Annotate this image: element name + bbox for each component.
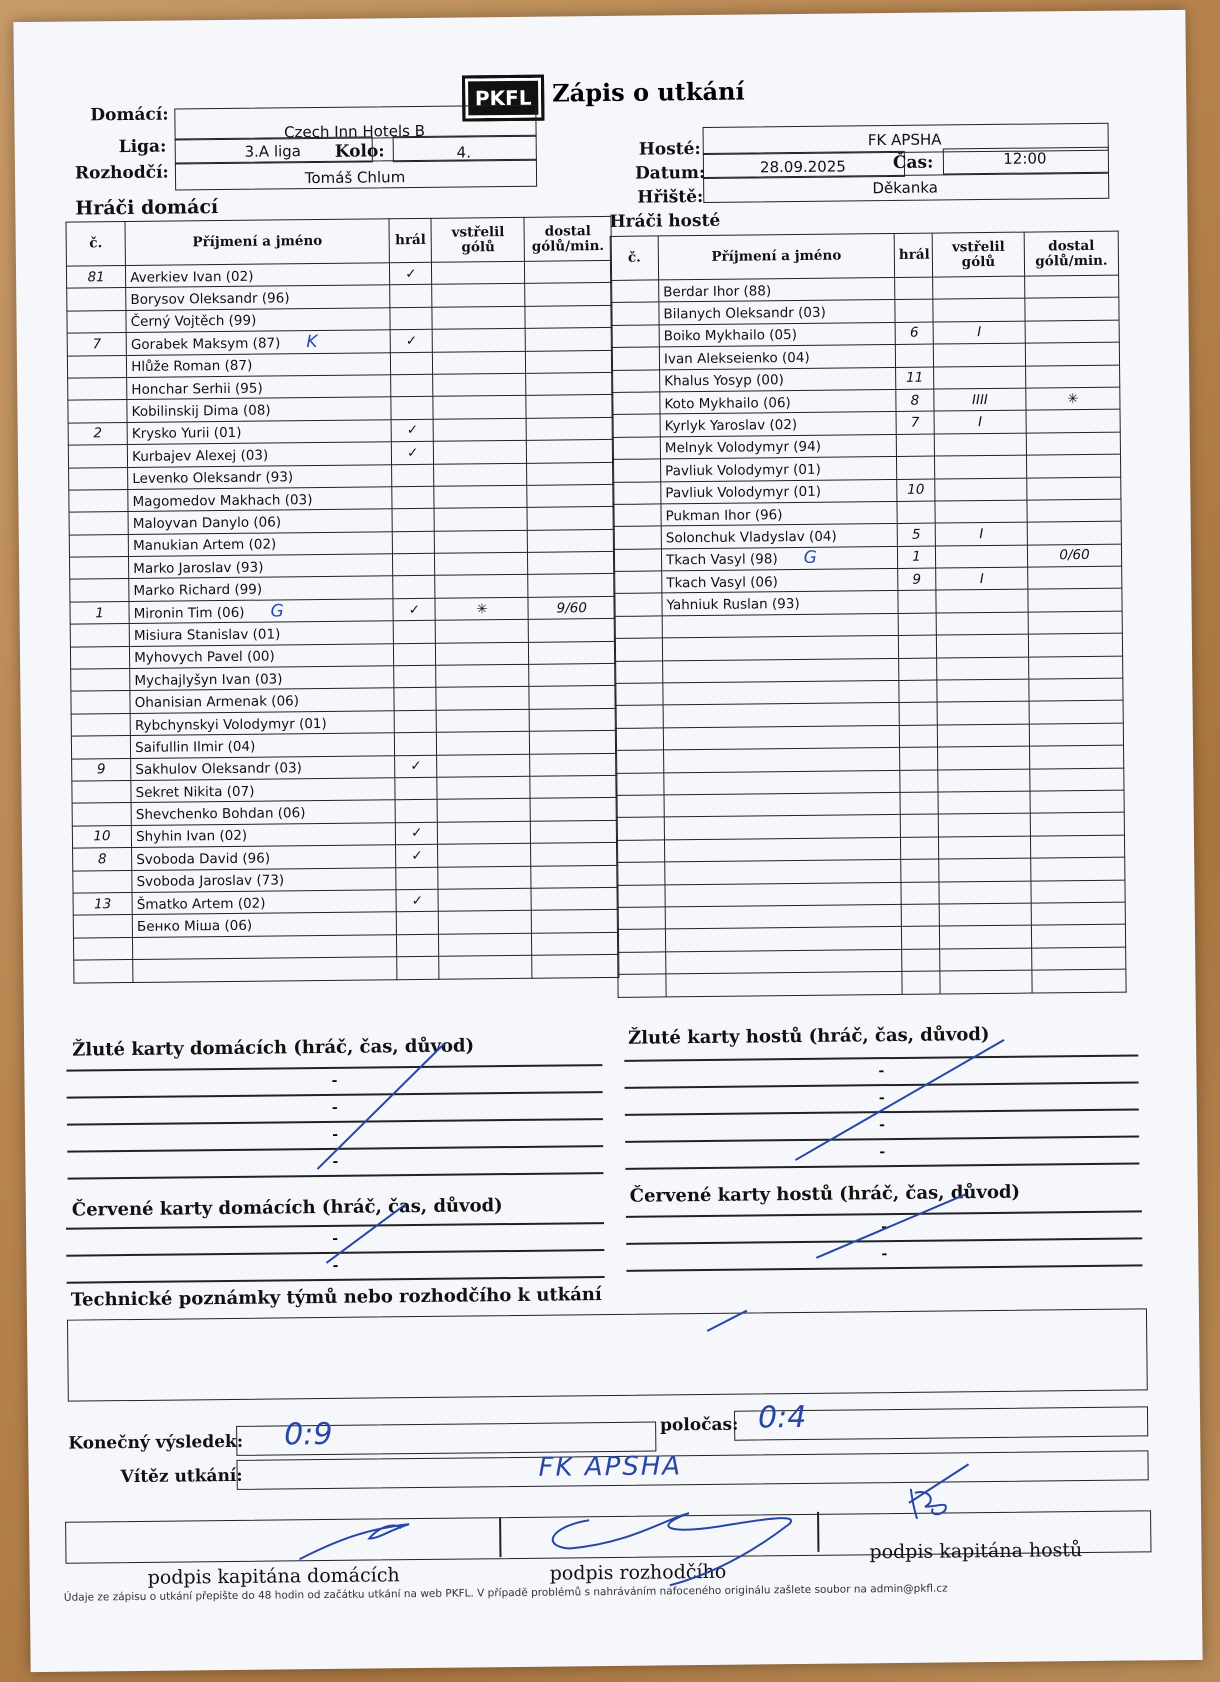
player-number: 81 — [66, 266, 125, 289]
field-label: Hřiště: — [637, 186, 704, 208]
player-name-text: Ohanisian Armenak (06) — [134, 693, 300, 712]
yellow-cards-home-heading: Žluté karty domácích (hráč, čas, důvod) — [72, 1035, 475, 1061]
played-mark: 1 — [897, 546, 935, 569]
played-mark: ✓ — [396, 889, 438, 912]
player-name-text: Pavliuk Volodymyr (01) — [665, 483, 822, 502]
player-name-text: Ivan Alekseienko (04) — [663, 349, 810, 368]
played-mark: ✓ — [393, 598, 435, 621]
winner-value: FK APSHA — [538, 1451, 683, 1483]
player-name-text: Pukman Ihor (96) — [665, 506, 783, 524]
player-name-text: Mironin Tim (06) — [133, 604, 245, 622]
player-name-text: Hlůže Roman (87) — [131, 357, 253, 376]
guest-captain-signature — [909, 1464, 970, 1519]
player-name-text: Boiko Mykhailo (05) — [663, 327, 798, 345]
field-value: Děkanka — [872, 178, 939, 198]
player-name-text: Averkiev Ivan (02) — [130, 268, 254, 286]
player-name-text: Magomedov Makhach (03) — [132, 491, 313, 510]
col-name: Příjmení a jméno — [125, 219, 389, 266]
winner-label: Vítěz utkání: — [120, 1465, 243, 1488]
player-name-text: Maloyvan Danylo (06) — [132, 514, 282, 532]
player-name-text: Svoboda David (96) — [136, 850, 271, 868]
player-name-text: Honchar Serhii (95) — [131, 380, 263, 398]
goals-scored: ✳ — [435, 597, 528, 620]
goals-conceded: ✳ — [1026, 387, 1120, 410]
player-name-text: Shevchenko Bohdan (06) — [135, 805, 306, 824]
home-captain-signature-label: podpis kapitána domácích — [147, 1564, 400, 1589]
goals-scored: I — [934, 410, 1026, 433]
card-line: - — [67, 1093, 603, 1126]
played-mark: ✓ — [391, 419, 433, 442]
player-number: 2 — [68, 422, 127, 445]
player-name-text: Kobilinskij Dima (08) — [131, 402, 271, 420]
played-mark: ✓ — [396, 844, 438, 867]
guest-team-value: FK APSHA — [867, 130, 942, 150]
player-name-text: Marko Richard (99) — [133, 581, 263, 600]
role-mark: G — [803, 548, 817, 569]
halftime-label: poločas: — [660, 1414, 739, 1436]
player-name-text: Sakhulov Oleksandr (03) — [135, 760, 303, 779]
notes-heading: Technické poznámky týmů nebo rozhodčího k utkání — [70, 1284, 602, 1311]
player-name-text: Tkach Vasyl (06) — [666, 573, 778, 592]
date-label: Datum: — [634, 162, 706, 184]
league-value: 3.A liga — [244, 142, 302, 161]
guest-captain-signature-label: podpis kapitána hostů — [869, 1539, 1083, 1564]
col-played: hrál — [389, 218, 432, 262]
player-number: 10 — [72, 825, 131, 848]
referee-signature — [549, 1512, 791, 1586]
col-scored: vstřelil gólů — [932, 232, 1024, 277]
player-name-text: Mychajlyšyn Ivan (03) — [134, 671, 283, 689]
match-report-sheet — [13, 10, 1202, 1672]
player-name-text: Khalus Yosyp (00) — [664, 372, 784, 390]
player-name-text: Saifullin Ilmir (04) — [135, 738, 256, 756]
time-value: 12:00 — [1003, 149, 1047, 168]
role-mark: G — [270, 600, 284, 622]
home-card-strikethrough — [316, 1038, 1007, 1335]
played-mark: ✓ — [390, 329, 432, 352]
player-name-text: Marko Jaroslav (93) — [133, 559, 264, 577]
card-line: - — [67, 1147, 603, 1180]
col-number: č. — [66, 222, 126, 267]
footer-note: Údaje ze zápisu o utkání přepište do 48 hodin od začátku utkání na web PKFL. V případě problémů s nahráváním nafoceného originálu zašlete soubor na admin@pkfl.cz — [63, 1582, 948, 1604]
player-name-text: Rybchynskyi Volodymyr (01) — [134, 715, 327, 734]
played-mark: 8 — [896, 389, 934, 412]
pkfl-logo: PKFL — [462, 75, 544, 122]
goals-scored: IIII — [934, 388, 1026, 411]
player-name-text: Levenko Oleksandr (93) — [132, 469, 294, 488]
home-label: Domácí: — [90, 104, 169, 126]
player-name-text: Melnyk Volodymyr (94) — [664, 439, 822, 457]
goals-conceded: 9/60 — [528, 596, 615, 619]
card-line: - — [66, 1224, 604, 1257]
played-mark: 5 — [897, 523, 935, 546]
time-label: Čas: — [892, 152, 934, 173]
page-title: Zápis o utkání — [552, 76, 745, 108]
player-name-text: Manukian Artem (02) — [132, 536, 277, 555]
goals-conceded: 0/60 — [1027, 544, 1121, 567]
player-number: 9 — [72, 758, 131, 781]
referee-label: Rozhodčí: — [74, 162, 169, 184]
card-line: - — [626, 1212, 1142, 1244]
card-line: - — [624, 1056, 1138, 1088]
player-name-text: Koto Mykhailo (06) — [664, 394, 791, 413]
col-conceded: dostal gólů/min. — [524, 216, 611, 261]
final-result-label: Konečný výsledek: — [68, 1431, 244, 1454]
played-mark: 6 — [895, 322, 933, 345]
date-value: 28.09.2025 — [759, 157, 846, 177]
guest-players-heading: Hráči hosté — [609, 210, 721, 232]
player-name-text: Bilanych Oleksandr (03) — [663, 304, 826, 323]
player-name-text: Borysov Oleksandr (96) — [130, 290, 290, 309]
card-line: - — [66, 1066, 602, 1099]
played-mark: ✓ — [395, 755, 437, 778]
red-cards-home-heading: Červené karty domácích (hráč, čas, důvod) — [71, 1195, 503, 1221]
referee-signature-label: podpis rozhodčího — [549, 1560, 727, 1585]
home-team-value: Czech Inn Hotels B — [283, 121, 426, 142]
round-value: 4. — [456, 143, 472, 162]
player-name-text: Svoboda Jaroslav (73) — [136, 872, 285, 891]
final-result-value: 0:9 — [284, 1416, 333, 1453]
player-name-text: Myhovych Pavel (00) — [134, 648, 275, 667]
played-mark: 10 — [897, 479, 935, 502]
player-number: 13 — [73, 892, 132, 915]
played-mark: 9 — [898, 568, 936, 591]
guest-label: Hosté: — [638, 138, 701, 160]
player-number: 8 — [73, 848, 132, 871]
player-name-text: Sekret Nikita (07) — [135, 783, 255, 801]
player-name-text: Kurbajev Alexej (03) — [132, 447, 269, 465]
player-name-text: Gorabek Maksym (87) — [130, 335, 281, 353]
yellow-cards-guest-heading: Žluté karty hostů (hráč, čas, důvod) — [627, 1024, 990, 1049]
player-name-text: Бенко Міша (06) — [136, 917, 253, 935]
home-players-heading: Hráči domácí — [75, 196, 219, 220]
col-played: hrál — [894, 233, 932, 277]
player-name-text: Krysko Yurii (01) — [131, 425, 242, 443]
player-name-text: Černý Vojtěch (99) — [130, 313, 257, 331]
col-number: č. — [610, 236, 658, 281]
goals-scored: I — [933, 321, 1025, 344]
card-line: - — [625, 1137, 1139, 1169]
handwriting-overlay — [13, 10, 1202, 1672]
player-name-text: Tkach Vasyl (98) — [665, 551, 778, 569]
referee-value: Tomáš Chlum — [304, 168, 406, 188]
player-name-text: Šmatko Artem (02) — [136, 895, 266, 913]
played-mark: ✓ — [395, 822, 437, 845]
card-line: - — [67, 1120, 603, 1153]
halftime-value: 0:4 — [757, 1399, 807, 1436]
col-conceded: dostal gólů/min. — [1024, 231, 1118, 276]
played-mark: ✓ — [390, 262, 432, 285]
col-scored: vstřelil gólů — [431, 217, 524, 262]
player-name-text: Pavliuk Volodymyr (01) — [665, 461, 821, 480]
player-name-text: Yahniuk Ruslan (93) — [666, 596, 800, 614]
player-number: 1 — [70, 601, 129, 624]
card-line: - — [625, 1110, 1139, 1142]
col-name: Příjmení a jméno — [658, 233, 894, 279]
role-mark: K — [306, 331, 318, 352]
home-captain-signature — [299, 1524, 409, 1559]
player-name-text: Kyrlyk Yaroslav (02) — [664, 417, 798, 435]
player-name-text: Shyhin Ivan (02) — [135, 828, 248, 846]
goals-scored: I — [936, 567, 1028, 590]
card-line: - — [625, 1083, 1139, 1115]
player-name-text: Misiura Stanislav (01) — [133, 626, 281, 644]
played-mark: 7 — [896, 411, 934, 434]
player-number: 7 — [67, 333, 126, 356]
round-label: Kolo: — [334, 141, 385, 162]
league-label: Liga: — [118, 136, 167, 158]
card-line: - — [626, 1239, 1142, 1271]
card-line: - — [66, 1251, 604, 1284]
player-name-text: Solonchuk Vladyslav (04) — [665, 528, 837, 547]
played-mark: 11 — [896, 367, 934, 390]
red-cards-guest-heading: Červené karty hostů (hráč, čas, důvod) — [629, 1181, 1021, 1207]
goals-scored: I — [935, 522, 1027, 545]
player-name-text: Berdar Ihor (88) — [663, 282, 772, 301]
played-mark: ✓ — [391, 441, 433, 464]
